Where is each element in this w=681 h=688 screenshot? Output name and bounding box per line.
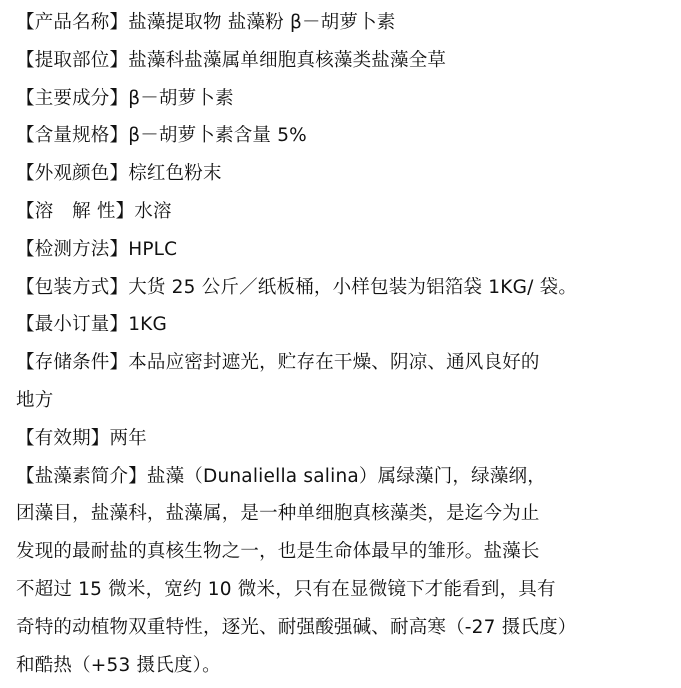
intro-text-line2: 团藻目，盐藻科，盐藻属，是一种单细胞真核藻类，是迄今为止 (16, 503, 540, 525)
spec-label: 【含量规格】 (16, 125, 129, 147)
storage-row (16, 344, 681, 382)
intro-text-line1: 盐藻（Dunaliella salina）属绿藻门，绿藻纲， (146, 465, 546, 487)
spec-label: 【提取部位】 (16, 49, 129, 71)
storage-label: 【存储条件】 (16, 352, 129, 374)
storage-text-line2: 地方 (16, 389, 54, 411)
intro-paragraph-line (16, 533, 681, 571)
spec-label: 【外观颜色】 (16, 163, 129, 185)
validity-row (16, 420, 681, 458)
intro-paragraph-line (16, 495, 681, 533)
spec-label: 【包装方式】 (16, 276, 129, 298)
spec-label: 【产品名称】 (16, 12, 129, 33)
spec-value: 棕红色粉末 (128, 163, 222, 185)
spec-row-test-method (16, 231, 681, 269)
intro-text-line5: 奇特的动植物双重特性，逐光、耐强酸强碱、耐高寒（-27 摄氏度） (16, 616, 577, 638)
spec-value: 水溶 (134, 200, 172, 222)
validity-label: 【有效期】 (16, 427, 110, 449)
intro-text-line6: 和酷热（+53 摄氏度）。 (16, 654, 221, 676)
spec-label: 【主要成分】 (16, 87, 129, 109)
spec-label: 【最小订量】 (16, 314, 129, 336)
intro-paragraph-line (16, 647, 681, 685)
intro-row (16, 458, 681, 496)
spec-row-appearance (16, 155, 681, 193)
storage-text-line1: 本品应密封遮光，贮存在干燥、阴凉、通风良好的 (128, 352, 540, 374)
spec-value: β－胡萝卜素 (128, 87, 234, 109)
intro-text-line4: 不超过 15 微米，宽约 10 微米，只有在显微镜下才能看到，具有 (16, 578, 556, 600)
spec-value: HPLC (128, 238, 178, 260)
spec-value: 1KG (128, 314, 168, 336)
storage-row-continued (16, 382, 681, 420)
intro-paragraph-line (16, 609, 681, 647)
spec-row-packaging (16, 269, 681, 307)
spec-value: 盐藻提取物 盐藻粉 β－胡萝卜素 (128, 12, 396, 33)
spec-row-product-name (16, 4, 681, 42)
intro-paragraph-line (16, 571, 681, 609)
spec-value: β－胡萝卜素含量 5% (128, 125, 307, 147)
spec-row-main-ingredient (16, 80, 681, 118)
intro-label: 【盐藻素简介】 (16, 465, 147, 487)
spec-row-content-spec (16, 117, 681, 155)
validity-value: 两年 (109, 427, 147, 449)
spec-row-solubility (16, 193, 681, 231)
spec-value: 大货 25 公斤／纸板桶，小样包装为铝箔袋 1KG/ 袋。 (128, 276, 578, 298)
spec-row-extract-part (16, 42, 681, 80)
spec-label: 【检测方法】 (16, 238, 129, 260)
spec-value: 盐藻科盐藻属单细胞真核藻类盐藻全草 (128, 49, 447, 71)
spec-label: 【溶 解 性】 (16, 200, 135, 222)
intro-text-line3: 发现的最耐盐的真核生物之一，也是生命体最早的雏形。盐藻长 (16, 541, 540, 563)
spec-row-min-order (16, 306, 681, 344)
